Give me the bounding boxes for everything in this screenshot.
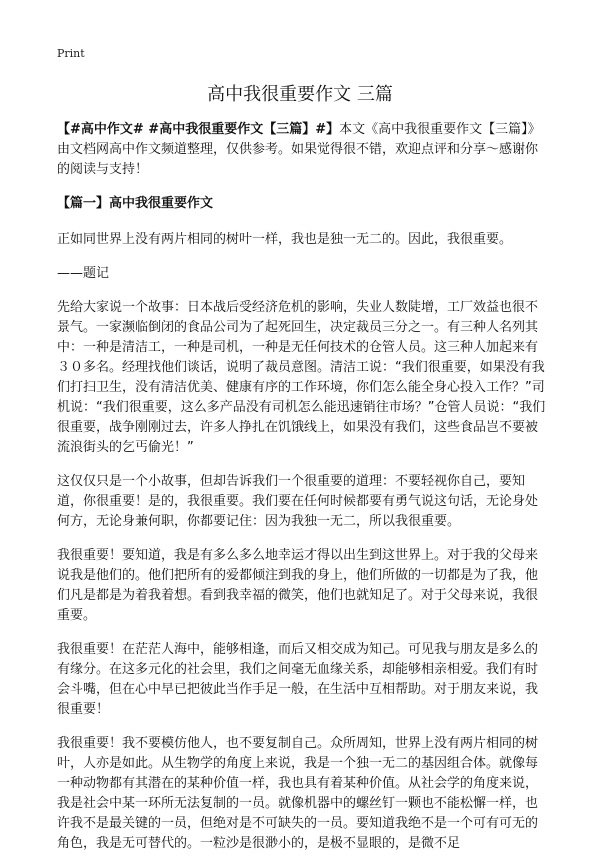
paragraph-parents: 我很重要！要知道，我是有多么多么地幸运才得以出生到这世界上。对于我的父母来说我是他们的。他们把所有的爱都倾注到我的身上，他们所做的一切都是为了我，他们凡是都是为着我着想。看到我幸福的微笑，他们也就知足了。对于父母来说，我很重要。 [57, 548, 539, 623]
intro-tags: 【#高中作文# #高中我很重要作文【三篇】#】 [57, 122, 340, 137]
print-label: Print [57, 47, 85, 60]
paragraph-epigraph-attribution: ——题记 [57, 266, 110, 281]
document-title: 高中我很重要作文 三篇 [207, 84, 393, 105]
paragraph-epigraph: 正如同世界上没有两片相同的树叶一样，我也是独一无二的。因此，我很重要。 [57, 232, 513, 247]
paragraph-lesson: 这仅仅只是一个小故事，但却告诉我们一个很重要的道理：不要轻视你自己，要知道，你很重要！是的，我很重要。我们要在任何时候都要有勇气说这句话，无论身处何方，无论身兼何职，你都要记住：因为我独一无二，所以我很重要。 [57, 474, 539, 529]
section-heading: 【篇一】高中我很重要作文 [57, 196, 214, 211]
intro-paragraph [57, 120, 550, 180]
paragraph-self: 我很重要！我不要模仿他人，也不要复制自己。众所周知，世界上没有两片相同的树叶，人亦是如此。从生物学的角度上来说，我是一个独一无二的基因组合体。就像每一种动物都有其潜在的某种价值一样，我也具有着某种价值。从社会学的角度来说，我是社会中某一环所无法复制的一员。就像机器中的螺丝钉一颗也不能松懈一样，也许我不是最关键的一员，但绝对是不可缺失的一员。要知道我绝不是一个可有可无的角色，我是无可替代的。一粒沙是很渺小的，是极不显眼的，是微不足 [57, 736, 539, 851]
paragraph-story: 先给大家说一个故事：日本战后受经济危机的影响，失业人数陡增，工厂效益也很不景气。一家濒临倒闭的食品公司为了起死回生，决定裁员三分之一。有三种人名列其中：一种是清洁工，一种是司机，一种是无任何技术的仓管人员。这三种人加起来有３０多名。经理找他们谈话，说明了裁员意图。清洁工说：“我们很重要，如果没有我们打扫卫生，没有清洁优美、健康有序的工作环境，你们怎么能全身心投入工作？”司机说：“我们很重要，这么多产品没有司机怎么能迅速销往市场？”仓管人员说：“我们很重要，战争刚刚过去，许多人挣扎在饥饿线上，如果没有我们，这些食品岂不要被流浪街头的乞丐偷光！” [57, 300, 546, 455]
intro-text: 本文《高中我很重要作文【三篇】》由文档网高中作文频道整理，仅供参考。如果觉得很不错，欢迎点评和分享～感谢你的阅读与支持！ [57, 122, 541, 177]
paragraph-friends: 我很重要！在茫茫人海中，能够相逢，而后又相交成为知己。可见我与朋友是多么的有缘分。在这多元化的社会里，我们之间毫无血缘关系，却能够相亲相爱。我们有时会斗嘴，但在心中早已把彼此当作手足一般，在生活中互相帮助。对于朋友来说，我很重要！ [57, 642, 539, 717]
document-body [57, 120, 550, 868]
